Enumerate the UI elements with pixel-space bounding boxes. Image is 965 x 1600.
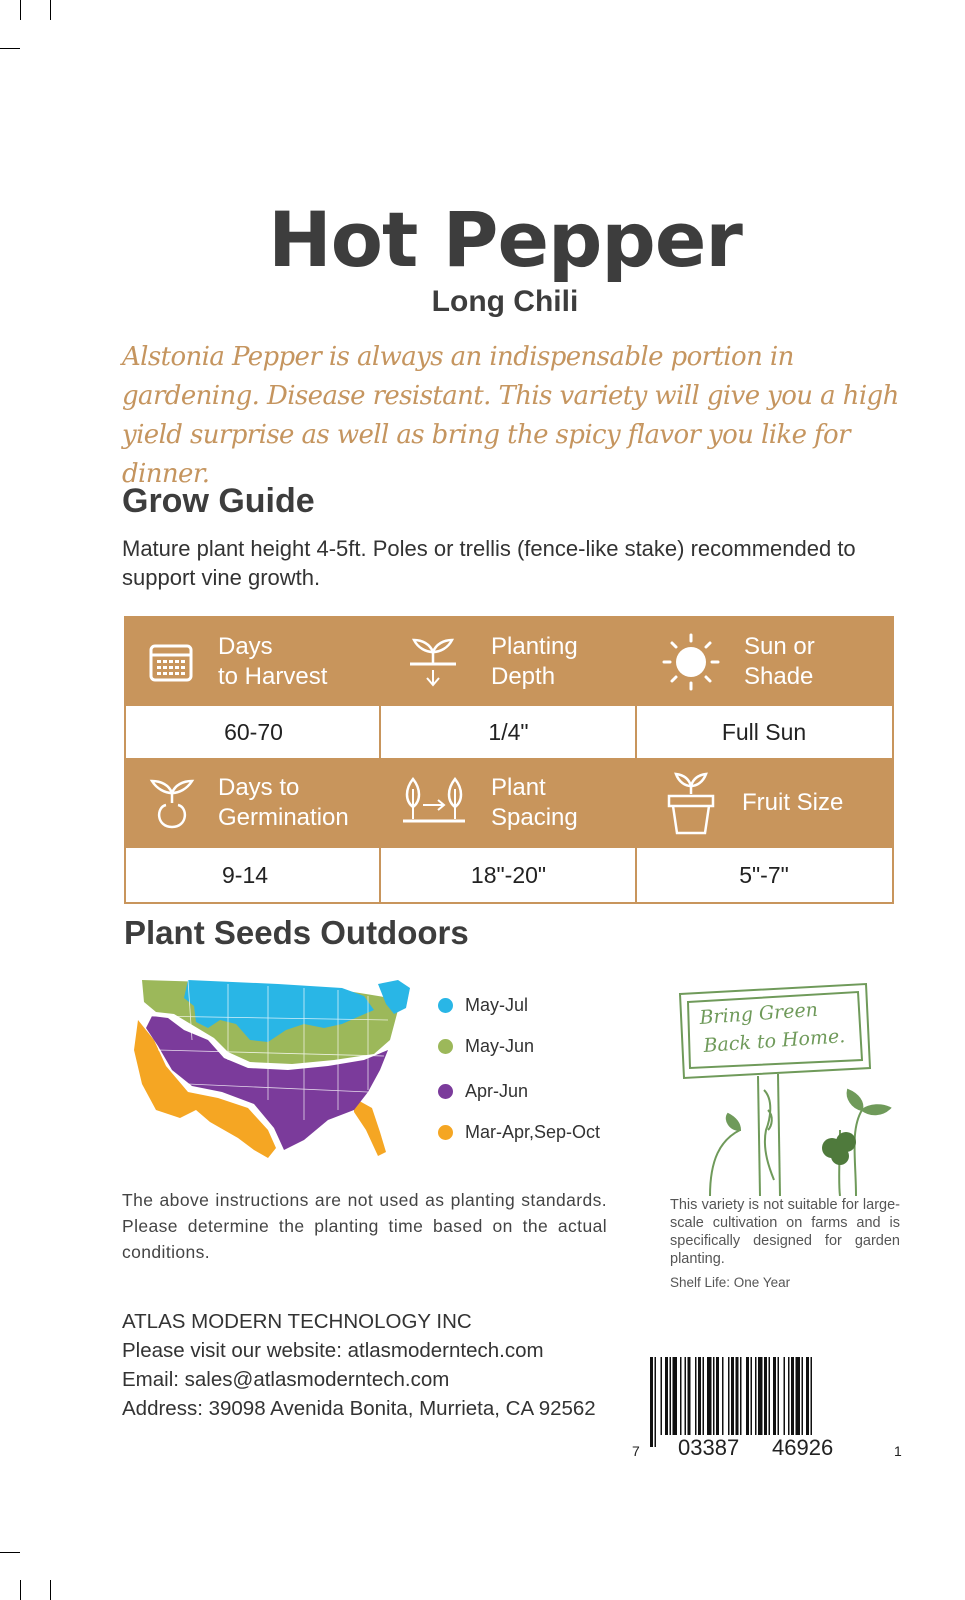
pot-icon xyxy=(666,770,716,836)
sign-line-1: Bring Green xyxy=(698,998,819,1029)
legend-item: Apr-Jun xyxy=(438,1081,528,1102)
barcode-bar xyxy=(703,1357,705,1435)
crop-mark xyxy=(50,1580,51,1600)
seedling-depth-icon xyxy=(406,634,460,690)
barcode-bar xyxy=(796,1357,801,1435)
company-website: Please visit our website: atlasmoderntech.com xyxy=(122,1339,544,1362)
barcode-bar xyxy=(791,1357,794,1435)
legend-item: Mar-Apr,Sep-Oct xyxy=(438,1122,600,1143)
crop-mark xyxy=(50,0,51,20)
barcode-bar xyxy=(680,1357,682,1435)
table-header-row xyxy=(126,758,892,848)
barcode-bar xyxy=(713,1357,715,1435)
table-header-row xyxy=(126,618,892,706)
table-row xyxy=(126,848,892,902)
crop-mark xyxy=(20,1580,21,1600)
legend-dot-icon xyxy=(438,1039,453,1054)
barcode-bar xyxy=(655,1357,657,1447)
barcode-bar xyxy=(778,1357,780,1435)
legend-item: May-Jul xyxy=(438,995,528,1016)
barcode-bar xyxy=(736,1357,739,1435)
legend-dot-icon xyxy=(438,1125,453,1140)
sun-or-shade-value: Full Sun xyxy=(721,718,807,745)
company-email: Email: sales@atlasmoderntech.com xyxy=(122,1368,450,1391)
barcode-right-digits: 46926 xyxy=(772,1435,834,1460)
barcode-bars xyxy=(650,1357,890,1447)
barcode-bar xyxy=(784,1357,786,1435)
disclaimer-text: The above instructions are not used as planting standards. Please determine the planting time based on the actual conditions. xyxy=(122,1190,607,1262)
us-planting-map xyxy=(128,980,428,1166)
grow-guide-heading: Grow Guide xyxy=(122,482,315,520)
company-info xyxy=(122,1307,596,1423)
barcode-bar xyxy=(802,1357,804,1435)
barcode-left-digits: 03387 xyxy=(678,1435,740,1460)
days-to-germination-value: 9-14 xyxy=(222,861,269,888)
barcode-bar xyxy=(746,1357,749,1435)
table-row xyxy=(126,706,892,758)
barcode-bar xyxy=(731,1357,734,1447)
barcode-bar xyxy=(758,1357,763,1435)
barcode-bar xyxy=(695,1357,697,1435)
barcode-bar xyxy=(769,1357,771,1435)
barcode-bar xyxy=(755,1357,757,1435)
barcode-bar xyxy=(751,1357,753,1435)
barcode xyxy=(632,1357,912,1465)
crop-mark xyxy=(0,48,20,49)
shelf-life-text: Shelf Life: One Year xyxy=(670,1275,791,1290)
fruit-size-value: 5"-7" xyxy=(739,861,789,888)
plant-spacing-header: Plant Spacing xyxy=(381,758,636,848)
barcode-bar xyxy=(811,1357,813,1447)
plant-spacing-value: 18"-20" xyxy=(470,861,547,888)
intro-text: Alstonia Pepper is always an indispensable portion in gardening. Disease resistant. This variety will give you a high yield surprise as well as bring the spicy flavor you like for dinner. xyxy=(122,342,899,489)
days-to-harvest-header: Days to Harvest xyxy=(126,618,381,706)
calendar-icon xyxy=(148,640,194,684)
planting-depth-value: 1/4" xyxy=(488,718,529,745)
barcode-bar xyxy=(806,1357,809,1447)
grow-guide-text: Mature plant height 4-5ft. Poles or trellis (fence-like stake) recommended to support vine growth. xyxy=(122,536,856,590)
legend-dot-icon xyxy=(438,1084,453,1099)
sign-line-2: Back to Home. xyxy=(702,1025,846,1057)
barcode-lead-digit: 7 xyxy=(632,1443,640,1459)
barcode-bar xyxy=(688,1357,691,1435)
barcode-bar xyxy=(673,1357,678,1435)
barcode-bar xyxy=(716,1357,719,1435)
grow-guide-table xyxy=(124,616,894,904)
barcode-bar xyxy=(740,1357,742,1435)
barcode-bar xyxy=(773,1357,776,1435)
barcode-bar xyxy=(698,1357,701,1435)
crop-mark xyxy=(20,0,21,20)
barcode-bar xyxy=(728,1357,730,1447)
company-name: ATLAS MODERN TECHNOLOGY INC xyxy=(122,1310,472,1333)
legend-dot-icon xyxy=(438,998,453,1013)
crop-mark xyxy=(0,1552,20,1553)
page-title: Hot Pepper xyxy=(268,195,742,284)
barcode-bar xyxy=(661,1357,663,1435)
barcode-bar xyxy=(650,1357,653,1447)
sprout-icon xyxy=(146,775,198,831)
sun-icon xyxy=(661,632,721,692)
days-to-germination-header: Days to Germination xyxy=(126,758,381,848)
barcode-bar xyxy=(788,1357,790,1435)
page-subtitle: Long Chili xyxy=(431,285,579,318)
barcode-bar xyxy=(722,1357,724,1435)
garden-sign-illustration xyxy=(670,980,910,1196)
barcode-bar xyxy=(707,1357,712,1435)
barcode-bar xyxy=(685,1357,687,1435)
barcode-bar xyxy=(764,1357,767,1435)
barcode-bar xyxy=(670,1357,672,1435)
fruit-size-header: Fruit Size xyxy=(636,758,892,848)
days-to-harvest-value: 60-70 xyxy=(224,718,283,745)
spacing-icon xyxy=(401,775,467,831)
plant-seeds-outdoors-heading: Plant Seeds Outdoors xyxy=(124,914,469,951)
company-address: Address: 39098 Avenida Bonita, Murrieta, CA 92562 xyxy=(122,1397,596,1420)
barcode-bar xyxy=(665,1357,668,1435)
planting-depth-header: Planting Depth xyxy=(381,618,636,706)
sun-or-shade-header: Sun or Shade xyxy=(636,618,892,706)
barcode-trail-digit: 1 xyxy=(894,1443,902,1459)
legend-item: May-Jun xyxy=(438,1036,534,1057)
garden-note-text: This variety is not suitable for large-scale cultivation on farms and is specifically designed for garden planting. xyxy=(670,1197,900,1267)
